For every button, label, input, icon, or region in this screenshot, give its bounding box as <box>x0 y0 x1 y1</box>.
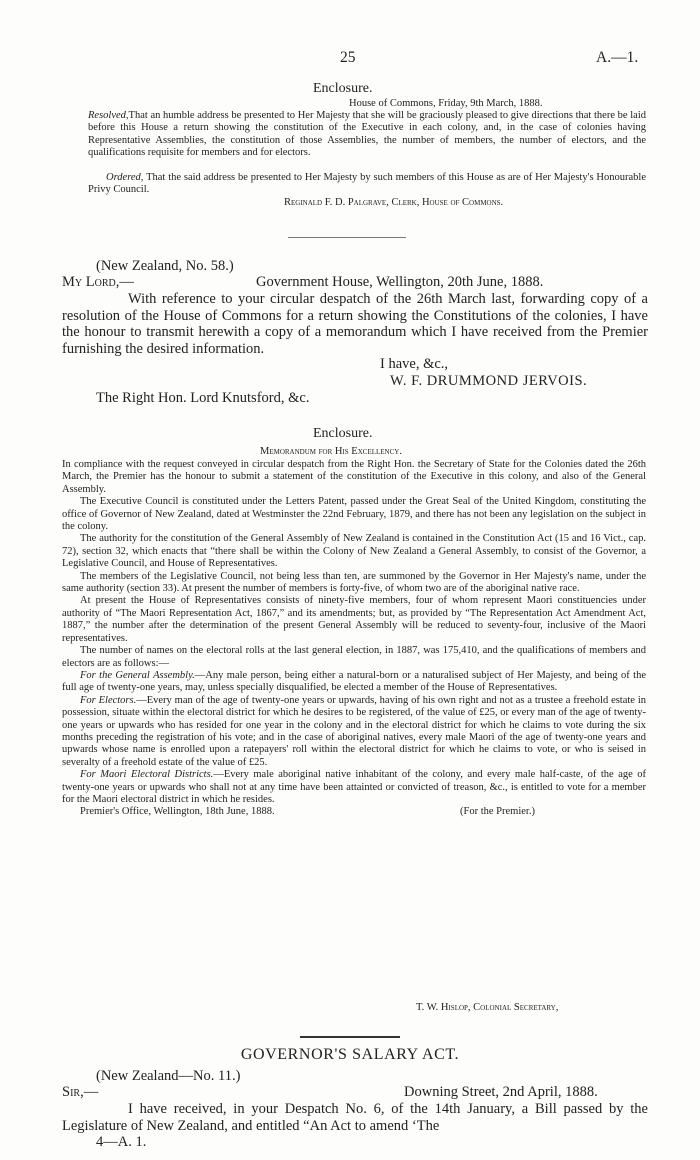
resolved-label: Resolved, <box>88 110 129 121</box>
memo-paragraph-7 <box>62 670 646 695</box>
general-assembly-text: —Any male person, being either a natural-born or a naturalised subject of Her Majesty, and being of the full age of twenty-one years, may, unless specially disqualified, be elected a member of the House of Representatives. <box>62 669 646 694</box>
section-title: GOVERNOR'S SALARY ACT. <box>240 1046 460 1063</box>
memo-paragraph-8 <box>62 695 646 769</box>
despatch-closing: I have, &c., <box>380 356 449 372</box>
general-assembly-label: For the General Assembly. <box>80 669 195 681</box>
salary-dateline: Downing Street, 2nd April, 1888. <box>404 1084 598 1100</box>
resolved-text: That an humble address be presented to Her Majesty that she will be graciously pleased to give directions that there be laid before this House a return showing the constitution of the Executive in each colony, and, in the case of colonies having Representative Assemblies, the constitution of those Assemblies, the number of members, the number of electors, and the qualifications requisite for members and for electors. <box>88 110 646 159</box>
memo-paragraph-4: The members of the Legislative Council, not being less than ten, are summoned by the Governor in Her Majesty's name, under the same authority (section 33). At present the number of members is forty-five, of whom two are of the aboriginal native race. <box>62 570 646 595</box>
electors-label: For Electors. <box>80 694 137 706</box>
enclosure-title-2: Enclosure. <box>313 426 373 441</box>
divider <box>288 237 406 238</box>
salary-despatch-heading: (New Zealand—No. 11.) <box>96 1068 241 1084</box>
salary-body: I have received, in your Despatch No. 6, of the 14th January, a Bill passed by the Legislature of New Zealand, and entitled “An Act to amend ‘The <box>62 1101 648 1134</box>
despatch-signature: W. F. DRUMMOND JERVOIS. <box>390 373 588 389</box>
ordered-label: Ordered, <box>106 172 144 183</box>
memorandum-subtitle: Memorandum for His Excellency. <box>260 446 402 457</box>
memo-paragraph-5: At present the House of Representatives consists of ninety-five members, four of whom represent Maori constituencies under authority of “The Maori Representation Act, 1867,” and its amendments; but, as provided by “The Representation Act Amendment Act, 1887,” the number after the determination of the present General Assembly will be reduced to seventy-four, inclusive of the Maori representatives. <box>62 595 646 644</box>
salary-salutation: Sir,— <box>62 1084 99 1100</box>
despatch-body: With reference to your circular despatch of the 26th March last, forwarding copy of a resolution of the House of Commons for a return showing the Constitutions of the colonies, I have the honour to transmit herewith a copy of a memorandum which I have received from the Premier furnishing the desired information. <box>62 291 648 357</box>
clerk-signature: Reginald F. D. Palgrave, Clerk, House of Commons. <box>284 197 504 208</box>
memo-paragraph-3: The authority for the constitution of the General Assembly of New Zealand is contained in the Constitution Act (15 and 16 Vict., cap. 72), section 32, which enacts that “there shall be within the Colony of New Zealand a General Assembly, to consist of the Governor, a Legislative Council, and House of Representatives. <box>62 533 646 570</box>
document-reference: A.—1. <box>596 49 639 66</box>
memo-paragraph-2: The Executive Council is constituted under the Letters Patent, passed under the Great Seal of the United Kingdom, constituting the office of Governor of New Zealand, dated at Westminster the 22nd February, 1879, and there has not been any legislation on the subject in the colony. <box>62 496 646 533</box>
enclosure-dateline: House of Commons, Friday, 9th March, 1888. <box>349 98 543 109</box>
memo-paragraph-9 <box>62 769 646 806</box>
section-divider <box>300 1036 400 1038</box>
enclosure-title: Enclosure. <box>313 81 373 96</box>
maori-districts-label: For Maori Electoral Districts. <box>80 769 214 781</box>
resolution-paragraph <box>88 110 646 160</box>
premier-office: Premier's Office, Wellington, 18th June, 1888. <box>80 806 275 818</box>
electors-text: —Every man of the age of twenty-one years or upwards, having of his own right and not as a trustee a freehold estate in possession, situate within the electoral district for which he desires to be registered, of the value of £25, or every man of the age of twenty-one years or upwards who has resided for one year in the colony and in the electoral district for which he claims to vote during the six months preceding the registration of his vote; and in the case of aboriginal natives, every male Maori of the age of twenty-one years and upwards whose name is enrolled upon a ratepayers' roll within the electoral district for which he claims to vote, or who is seised in severalty of a freehold estate of the value of £25. <box>62 694 646 768</box>
page-footer-reference: 4—A. 1. <box>96 1134 147 1150</box>
memorandum-body <box>62 459 646 819</box>
colonial-secretary-signature: T. W. Hislop, Colonial Secretary, <box>410 1002 558 1014</box>
ordered-paragraph <box>88 172 646 197</box>
memo-paragraph-1: In compliance with the request conveyed in circular despatch from the Right Hon. the Secretary of State for the Colonies dated the 26th March, the Premier has the honour to submit a statement of the constitution of the Executive in this colony, and also of the General Assembly. <box>62 459 646 495</box>
despatch-dateline: Government House, Wellington, 20th June, 1888. <box>256 274 544 290</box>
page-number: 25 <box>340 49 356 66</box>
memo-office-line <box>62 806 646 818</box>
for-the-premier: (For the Premier.) <box>460 806 535 818</box>
despatch-addressee: The Right Hon. Lord Knutsford, &c. <box>96 390 310 406</box>
maori-districts-text: —Every male aboriginal native inhabitant of the colony, and every male half-caste, of the age of twenty-one years or upwards who shall not at any time have been attainted or convicted of treason, &c., is entitled to vote for a member for the Maori electoral district in which he resides. <box>62 769 646 805</box>
memo-paragraph-6: The number of names on the electoral rolls at the last general election, in 1887, was 175,410, and the qualifications of members and electors are as follows:— <box>62 645 646 669</box>
ordered-text: That the said address be presented to Her Majesty by such members of this House as are of Her Majesty's Honourable Privy Council. <box>88 172 646 196</box>
despatch-salutation: My Lord,— <box>62 274 134 290</box>
despatch-heading: (New Zealand, No. 58.) <box>96 258 234 274</box>
